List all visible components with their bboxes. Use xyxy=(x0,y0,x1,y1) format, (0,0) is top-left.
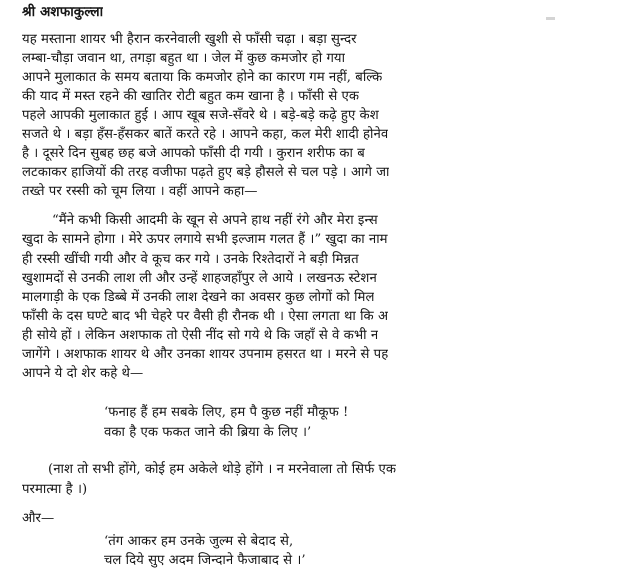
paragraph-2-line: “मैंने कभी किसी आदमी के खून से अपने हाथ नहीं रंगे और मेरा इन्स xyxy=(52,213,378,228)
paragraph-1-line: लटकाकर हाजियों की तरह वजीफा पढ़ते हुए बड़े हौसले से चल पड़े । आगे जा xyxy=(22,165,390,180)
verse-line: वका है एक फकत जाने की ब्रिया के लिए ।’ xyxy=(104,425,312,440)
and-label: और— xyxy=(22,511,55,526)
paragraph-2-line: खुदा के सामने होगा । मेरे ऊपर लगाये सभी इल्जाम गलत हैं ।” खुदा का नाम xyxy=(22,232,388,247)
remark-line: (नाश तो सभी होंगे, कोई हम अकेले थोड़े होंगे । न मरनेवाला तो सिर्फ एक xyxy=(48,462,397,477)
paragraph-1-line: पहले आपकी मुलाकात हुई । आप खूब सजे-सँवरे थे । बड़े-बड़े कढ़े हुए केश xyxy=(22,108,379,123)
paragraph-2-line: ही रस्सी खींची गयी और वे कूच कर गये । उनके रिश्तेदारों ने बड़ी मिन्नत xyxy=(22,252,359,267)
remark-line: परमात्मा है ।) xyxy=(22,482,88,497)
paragraph-2-line: मालगाड़ी के एक डिब्बे में उनकी लाश देखने का अवसर कुछ लोगों को मिल xyxy=(22,290,375,305)
verse-line: ‘फनाह हैं हम सबके लिए, हम पै कुछ नहीं मौकूफ ! xyxy=(104,405,349,420)
verse-line: चल दिये सुए अदम जिन्दाने फैजाबाद से ।’ xyxy=(104,553,306,568)
paragraph-2-line: फाँसी के दस घण्टे बाद भी चेहरे पर वैसी ही रौनक थी । ऐसा लगता था कि अ xyxy=(22,309,389,324)
paragraph-1-line: सजते थे । बड़ा हँस-हँसकर बातें करते रहे । आपने कहा, कल मेरी शादी होनेव xyxy=(22,127,389,142)
paragraph-1-line: यह मस्ताना शायर भी हैरान करनेवाली खुशी से फाँसी चढ़ा । बड़ा सुन्दर xyxy=(22,32,357,47)
paragraph-2-line: ही सोये हों । लेकिन अशफाक तो ऐसी नींद सो गये थे कि जहाँ से वे कभी न xyxy=(22,328,379,343)
print-speck xyxy=(546,17,555,20)
paragraph-2-line: खुशामदों से उनकी लाश ली और उन्हें शाहजहाँपुर ले आये । लखनऊ स्टेशन xyxy=(22,271,377,286)
paragraph-2-line: आपने ये दो शेर कहे थे— xyxy=(22,366,144,381)
paragraph-1-line: तख्ते पर रस्सी को चूम लिया । वहीं आपने कहा— xyxy=(22,184,258,199)
paragraph-1-line: आपने मुलाकात के समय बताया कि कमजोर होने का कारण गम नहीं, बल्कि xyxy=(22,70,383,85)
paragraph-1-line: की याद में मस्त रहने की खातिर रोटी बहुत कम खाना है । फाँसी से एक xyxy=(22,89,360,104)
paragraph-1-line: है । दूसरे दिन सुबह छह बजे आपको फाँसी दी गयी । कुरान शरीफ का ब xyxy=(22,146,365,161)
section-heading: श्री अशफाकुल्ला xyxy=(22,4,104,20)
verse-line: ‘तंग आकर हम उनके जुल्म से बेदाद से, xyxy=(104,534,294,549)
paragraph-2-line: जागेंगे । अशफाक शायर थे और उनका शायर उपनाम हसरत था । मरने से पह xyxy=(22,347,389,362)
paragraph-1-line: लम्बा-चौड़ा जवान था, तगड़ा बहुत था । जेल में कुछ कमजोर हो गया xyxy=(22,51,346,66)
